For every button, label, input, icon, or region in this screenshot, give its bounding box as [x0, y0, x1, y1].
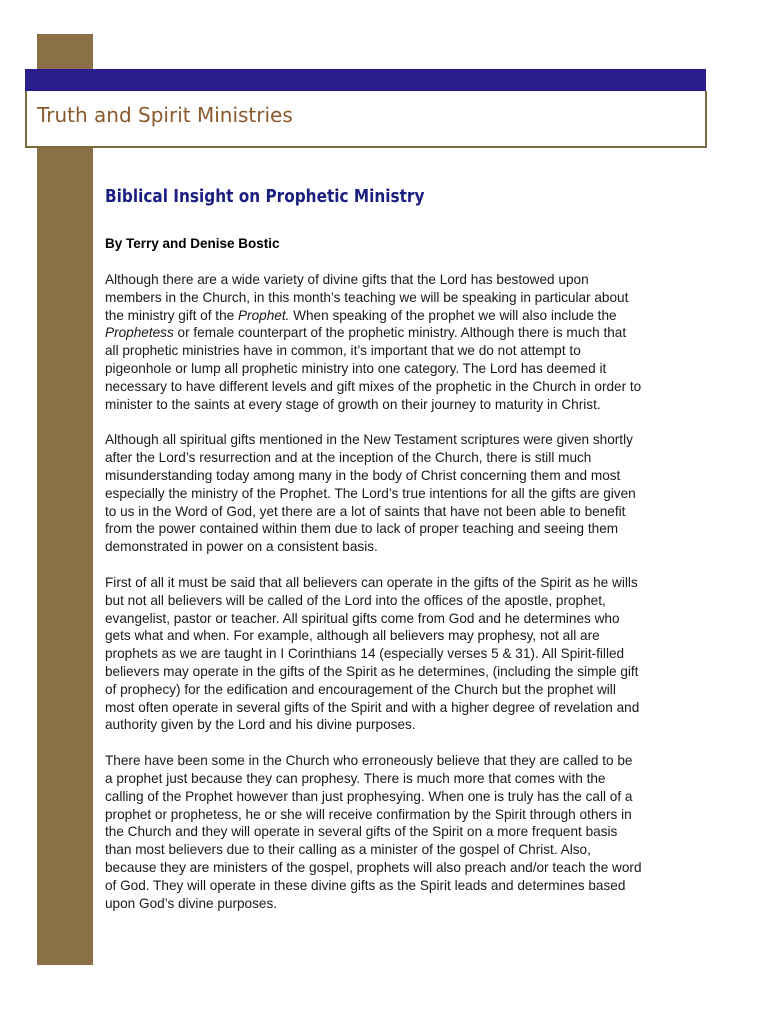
text-line: gets what and when. For example, although all believers may prophesy, not all are: [105, 628, 600, 644]
article: [105, 180, 705, 912]
text-line: members in the Church, in this month’s teaching we will be speaking in particular about: [105, 289, 629, 305]
text-line: the Church and they will operate in several gifts of the Spirit on a more frequent basis: [105, 824, 618, 840]
text-line: authority given by the Lord and his divine purposes.: [105, 717, 416, 733]
header-color-bar: [25, 69, 706, 91]
article-byline: By Terry and Denise Bostic: [105, 236, 280, 251]
text-line: demonstrated in power on a consistent basis.: [105, 539, 378, 555]
text-line: to us in the Word of God, yet there are a lot of saints that have not been able to benefit: [105, 503, 626, 519]
article-paragraph-2: [105, 431, 705, 556]
text-line: because they are ministers of the gospel, prophets will also preach and/or teach the word: [105, 859, 642, 875]
text-line: but not all believers will be called of the Lord into the offices of the apostle, prophet,: [105, 592, 606, 608]
text-line: calling of the Prophet however than just prophesying. When one is truly has the call of a: [105, 788, 633, 804]
text-line: prophets as we are taught in I Corinthians 14 (especially verses 5 & 31). All Spirit-filled: [105, 646, 625, 662]
article-paragraph-1: [105, 271, 705, 413]
text-line: pigeonhole or lump all prophetic ministry into one category. The Lord has deemed it: [105, 360, 607, 376]
text-line: a prophet just because they can prophesy. There is much more that comes with the: [105, 770, 606, 786]
header-banner: [25, 91, 707, 148]
text-line: First of all it must be said that all believers can operate in the gifts of the Spirit as he wills: [105, 574, 638, 590]
text-line: necessary to have different levels and gift mixes of the prophetic in the Church in order to: [105, 378, 642, 394]
text-segment: the ministry gift of the: [105, 307, 238, 323]
text-line: prophet or prophetess, he or she will receive confirmation by the Spirit through others in: [105, 806, 632, 822]
text-line: from the power contained within them due to lack of proper teaching and seeing them: [105, 521, 619, 537]
text-line: [105, 324, 705, 342]
text-line: believers may operate in the gifts of the Spirit as he determines, (including the simple gift: [105, 663, 639, 679]
text-line: There have been some in the Church who erroneously believe that they are called to be: [105, 753, 633, 769]
text-line: all prophetic ministries have in common, it’s important that we do not attempt to: [105, 343, 581, 359]
sidebar-stripe: [37, 34, 93, 965]
site-title: Truth and Spirit Ministries: [37, 103, 293, 127]
text-line: of God. They will operate in these divine gifts as the Spirit leads and determines based: [105, 877, 626, 893]
emphasis-prophetess: Prophetess: [105, 325, 174, 341]
text-line: evangelist, pastor or teacher. All spiritual gifts come from God and he determines who: [105, 610, 620, 626]
emphasis-prophet: Prophet.: [237, 307, 290, 323]
text-segment: When speaking of the prophet we will also include the: [289, 307, 617, 323]
article-title: Biblical Insight on Prophetic Ministry: [105, 186, 425, 207]
text-line: of prophecy) for the edification and encouragement of the Church but the prophet will: [105, 681, 616, 697]
article-paragraph-4: [105, 752, 705, 912]
text-segment: or female counterpart of the prophetic ministry. Although there is much that: [173, 325, 627, 341]
text-line: misunderstanding today among many in the body of Christ concerning them and most: [105, 467, 621, 483]
text-line: after the Lord’s resurrection and at the inception of the Church, there is still much: [105, 450, 592, 466]
text-line: most often operate in several gifts of the Spirit and with a higher degree of revelation and: [105, 699, 640, 715]
article-paragraph-3: [105, 574, 705, 734]
text-line: minister to the saints at every stage of growth on their journey to maturity in Christ.: [105, 396, 601, 412]
text-line: especially the ministry of the Prophet. The Lord’s true intentions for all the gifts are given: [105, 485, 636, 501]
text-line: Although there are a wide variety of divine gifts that the Lord has bestowed upon: [105, 272, 589, 287]
text-line: [105, 307, 705, 325]
text-line: Although all spiritual gifts mentioned in the New Testament scriptures were given shortly: [105, 432, 633, 448]
text-line: upon God’s divine purposes.: [105, 895, 278, 911]
text-line: than most believers due to their calling as a minister of the gospel of Christ. Also,: [105, 842, 591, 858]
